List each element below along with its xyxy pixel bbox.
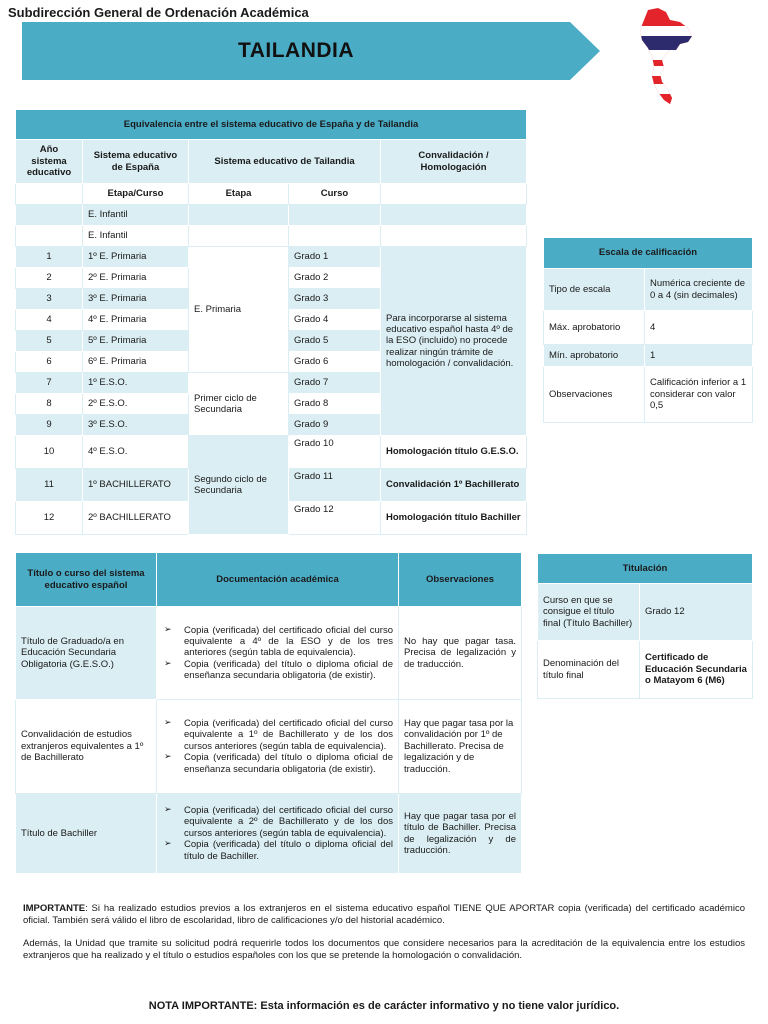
- table-row: 3: [16, 289, 83, 310]
- grading-label: Tipo de escala: [544, 269, 645, 311]
- table-row: 12: [16, 502, 83, 535]
- course-cell: Grado 10: [289, 436, 381, 469]
- doc-item: ➢ Copia (verificada) del certificado oficial del curso equivalente a 1º de Bachillerato y de los dos cursos anteriores (según tabla de equivalencia).: [162, 718, 393, 752]
- conv-cell: Convalidación 1º Bachillerato: [381, 469, 527, 502]
- spain-cell: 1º BACHILLERATO: [83, 469, 189, 502]
- titulacion-title: Titulación: [538, 554, 753, 584]
- spain-cell: E. Infantil: [83, 205, 189, 226]
- table-row: 1: [16, 247, 83, 268]
- doc-col-title: Título o curso del sistema educativo español: [16, 553, 157, 607]
- doc-col-docs: Documentación académica: [157, 553, 399, 607]
- spain-cell: 2º E.S.O.: [83, 394, 189, 415]
- grading-label: Observaciones: [544, 367, 645, 423]
- doc-title-cell: Título de Graduado/a en Educación Secundaria Obligatoria (G.E.S.O.): [16, 607, 157, 700]
- sub-course: Curso: [289, 184, 381, 205]
- course-cell: Grado 11: [289, 469, 381, 502]
- course-cell: Grado 1: [289, 247, 381, 268]
- stage-first-secondary: Primer ciclo de Secundaria: [189, 373, 289, 436]
- col-conv-header: Convalidación / Homologación: [381, 140, 527, 184]
- table-row: 7: [16, 373, 83, 394]
- country-title: TAILANDIA: [237, 39, 355, 62]
- titulacion-label: Curso en que se consigue el título final (Título Bachiller): [538, 584, 640, 641]
- table-row: 9: [16, 415, 83, 436]
- table-row: 10: [16, 436, 83, 469]
- grading-label: Máx. aprobatorio: [544, 311, 645, 345]
- doc-item: ➢ Copia (verificada) del certificado oficial del curso equivalente a 2º de Bachillerato y de los dos cursos anteriores (según tabla de equivalencia).: [162, 805, 393, 839]
- spain-cell: 3º E. Primaria: [83, 289, 189, 310]
- titulacion-value: Certificado de Educación Secundaria o Matayom 6 (M6): [640, 641, 753, 699]
- course-cell: Grado 2: [289, 268, 381, 289]
- important-label: IMPORTANTE: [23, 903, 86, 914]
- course-cell: Grado 7: [289, 373, 381, 394]
- table-row: 4: [16, 310, 83, 331]
- grading-table: [543, 237, 753, 423]
- table-row: 11: [16, 469, 83, 502]
- important-note: [23, 903, 745, 928]
- course-cell: Grado 3: [289, 289, 381, 310]
- titulacion-table: [537, 553, 753, 699]
- org-title: Subdirección General de Ordenación Académica: [8, 5, 309, 20]
- doc-title-cell: Título de Bachiller: [16, 794, 157, 874]
- final-note: NOTA IMPORTANTE: Esta información es de carácter informativo y no tiene valor jurídico.: [148, 1000, 620, 1012]
- spain-cell: E. Infantil: [83, 226, 189, 247]
- course-cell: Grado 9: [289, 415, 381, 436]
- spain-cell: 1º E. Primaria: [83, 247, 189, 268]
- spain-cell: 2º BACHILLERATO: [83, 502, 189, 535]
- equivalence-title: Equivalencia entre el sistema educativo de España y de Tailandia: [16, 110, 527, 140]
- course-cell: Grado 6: [289, 352, 381, 373]
- grading-value: Calificación inferior a 1 considerar con valor 0,5: [645, 367, 753, 423]
- conv-note: Para incorporarse al sistema educativo español hasta 4º de la ESO (incluido) no procede realizar ningún trámite de homologación / convalidación.: [381, 247, 527, 436]
- course-cell: Grado 8: [289, 394, 381, 415]
- spain-cell: 4º E. Primaria: [83, 310, 189, 331]
- stage-second-secondary: Segundo ciclo de Secundaria: [189, 436, 289, 535]
- spain-cell: 3º E.S.O.: [83, 415, 189, 436]
- table-row: 8: [16, 394, 83, 415]
- sub-stage: Etapa: [189, 184, 289, 205]
- titulacion-label: Denominación del título final: [538, 641, 640, 699]
- course-cell: Grado 5: [289, 331, 381, 352]
- spain-cell: 6º E. Primaria: [83, 352, 189, 373]
- col-year-header: Año sistema educativo: [16, 140, 83, 184]
- doc-obs-cell: Hay que pagar tasa por el título de Bachiller. Precisa de legalización y de traducción.: [399, 794, 522, 874]
- doc-item: ➢ Copia (verificada) del certificado oficial del curso equivalente a 4º de la ESO y de los tres anteriores (según tabla de equivalencia).: [162, 625, 393, 659]
- doc-title-cell: Convalidación de estudios extranjeros equivalentes a 1º de Bachillerato: [16, 700, 157, 794]
- grading-value: 1: [645, 345, 753, 367]
- doc-obs-cell: Hay que pagar tasa por la convalidación por 1º de Bachillerato. Precisa de legalización y de traducción.: [399, 700, 522, 794]
- grading-value: Numérica creciente de 0 a 4 (sin decimales): [645, 269, 753, 311]
- grading-title: Escala de calificación: [544, 238, 753, 269]
- important-text: : Si ha realizado estudios previos a los extranjeros en el sistema educativo español TIENE QUE APORTAR copia (verificada) del certificado académico oficial. También será válido el libro de escolaridad, libro de calificaciones y/o del historial académico.: [23, 903, 745, 927]
- additional-note: Además, la Unidad que tramite su solicitud podrá requerirle todos los documentos que considere necesarios para la acreditación de la equivalencia entre los estudios extranjeros que ha realizado y el título o estudios españoles con los que se pretende la homologación o convalidación.: [23, 937, 745, 962]
- notes: [23, 903, 745, 972]
- table-row: [16, 226, 83, 247]
- col-thai-header: Sistema educativo de Tailandia: [189, 140, 381, 184]
- doc-item: ➢ Copia (verificada) del título o diploma oficial de enseñanza secundaria obligatoria (de existir).: [162, 659, 393, 682]
- doc-item: ➢ Copia (verificada) del título o diploma oficial del título de Bachiller.: [162, 839, 393, 862]
- course-cell: Grado 4: [289, 310, 381, 331]
- doc-item: ➢ Copia (verificada) del título o diploma oficial de enseñanza secundaria obligatoria (de existir).: [162, 752, 393, 775]
- spain-cell: 1º E.S.O.: [83, 373, 189, 394]
- spain-cell: 5º E. Primaria: [83, 331, 189, 352]
- spain-cell: 2º E. Primaria: [83, 268, 189, 289]
- grading-label: Mín. aprobatorio: [544, 345, 645, 367]
- thailand-flag-map-icon: [636, 6, 696, 106]
- equivalence-table: [15, 109, 527, 535]
- table-row: 2: [16, 268, 83, 289]
- conv-cell: Homologación título Bachiller: [381, 502, 527, 535]
- table-row: 6: [16, 352, 83, 373]
- titulacion-value: Grado 12: [640, 584, 753, 641]
- table-row: 5: [16, 331, 83, 352]
- sub-stage-course: Etapa/Curso: [83, 184, 189, 205]
- table-row: [16, 205, 83, 226]
- spain-cell: 4º E.S.O.: [83, 436, 189, 469]
- documentation-table: [15, 552, 522, 874]
- grading-value: 4: [645, 311, 753, 345]
- stage-primaria: E. Primaria: [189, 247, 289, 373]
- doc-col-obs: Observaciones: [399, 553, 522, 607]
- conv-cell: Homologación título G.E.S.O.: [381, 436, 527, 469]
- course-cell: Grado 12: [289, 502, 381, 535]
- doc-obs-cell: No hay que pagar tasa. Precisa de legalización y de traducción.: [399, 607, 522, 700]
- col-spain-header: Sistema educativo de España: [83, 140, 189, 184]
